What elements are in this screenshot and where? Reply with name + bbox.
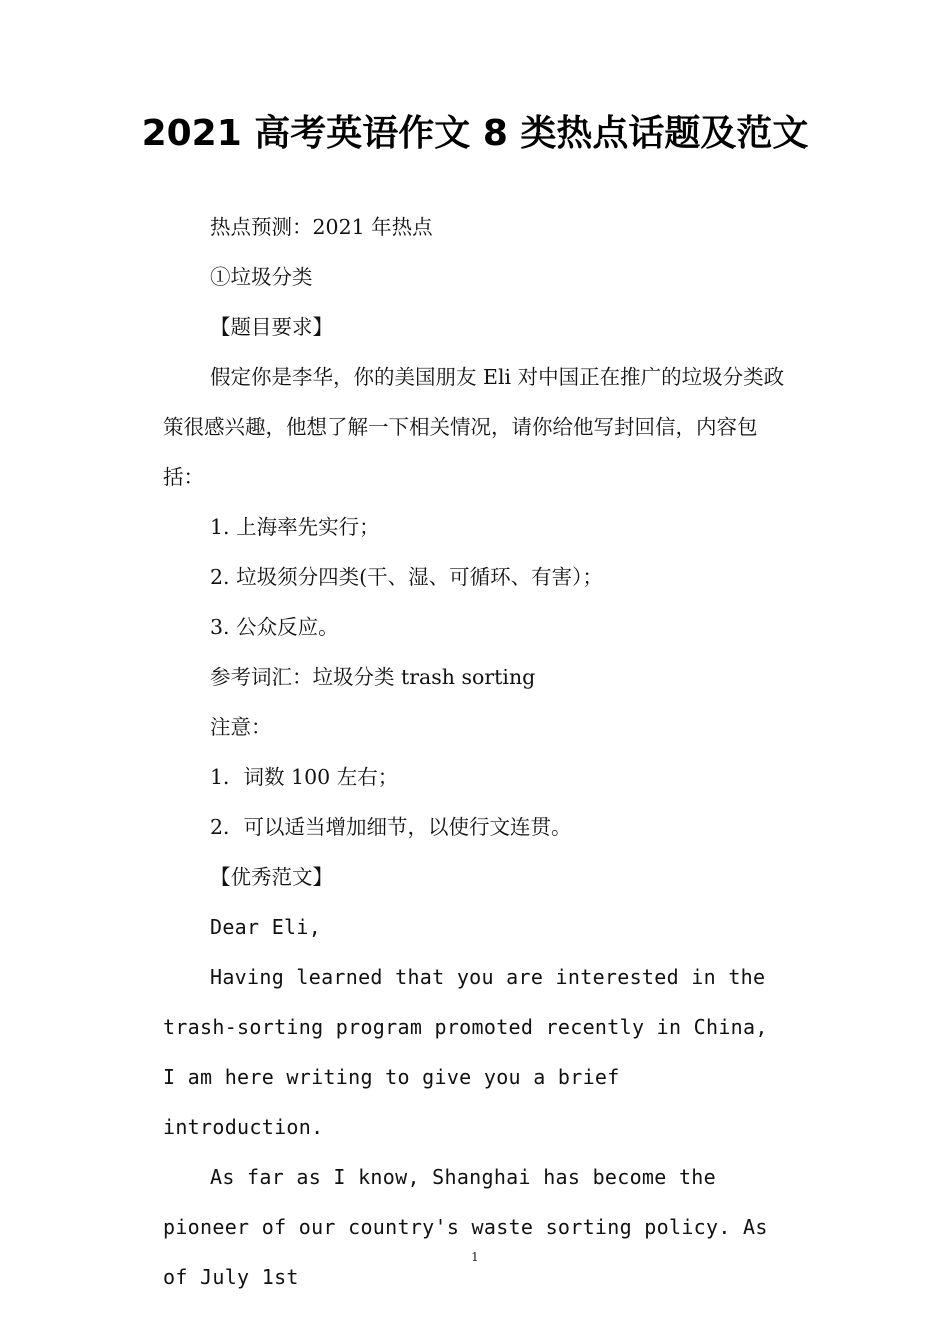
paragraph-salutation: Dear Eli,	[210, 915, 322, 939]
paragraph-point-1: 1. 上海率先实行；	[210, 515, 380, 539]
page-number: 1	[471, 1250, 479, 1264]
paragraph-model-essay-heading: 【优秀范文】	[210, 865, 333, 889]
paragraph-notes-heading: 注意：	[210, 715, 272, 739]
paragraph-requirements-heading: 【题目要求】	[210, 315, 333, 339]
paragraph-essay-1: Having learned that you are interested in the trash-sorting program promoted recently in China, I am here writing to give you a brief introduction.	[163, 965, 768, 1139]
paragraph-vocabulary: 参考词汇：垃圾分类 trash sorting	[210, 665, 536, 689]
paragraph-note-2: 2．可以适当增加细节，以使行文连贯。	[210, 815, 572, 839]
paragraph-essay-2: As far as I know, Shanghai has become the pioneer of our country's waste sorting policy. As of July 1st	[163, 1165, 768, 1289]
document-body	[163, 202, 788, 1302]
paragraph-point-3: 3. 公众反应。	[210, 615, 339, 639]
paragraph-task-description: 假定你是李华，你的美国朋友 Eli 对中国正在推广的垃圾分类政策很感兴趣，他想了解一下相关情况，请你给他写封回信，内容包括：	[163, 365, 785, 489]
document-title: 2021 高考英语作文 8 类热点话题及范文	[141, 113, 809, 154]
paragraph-topic-trash-sorting: ①垃圾分类	[210, 265, 313, 289]
paragraph-hot-prediction: 热点预测：2021 年热点	[210, 215, 433, 239]
paragraph-note-1: 1．词数 100 左右；	[210, 765, 399, 789]
paragraph-point-2: 2. 垃圾须分四类(干、湿、可循环、有害）；	[210, 565, 603, 589]
